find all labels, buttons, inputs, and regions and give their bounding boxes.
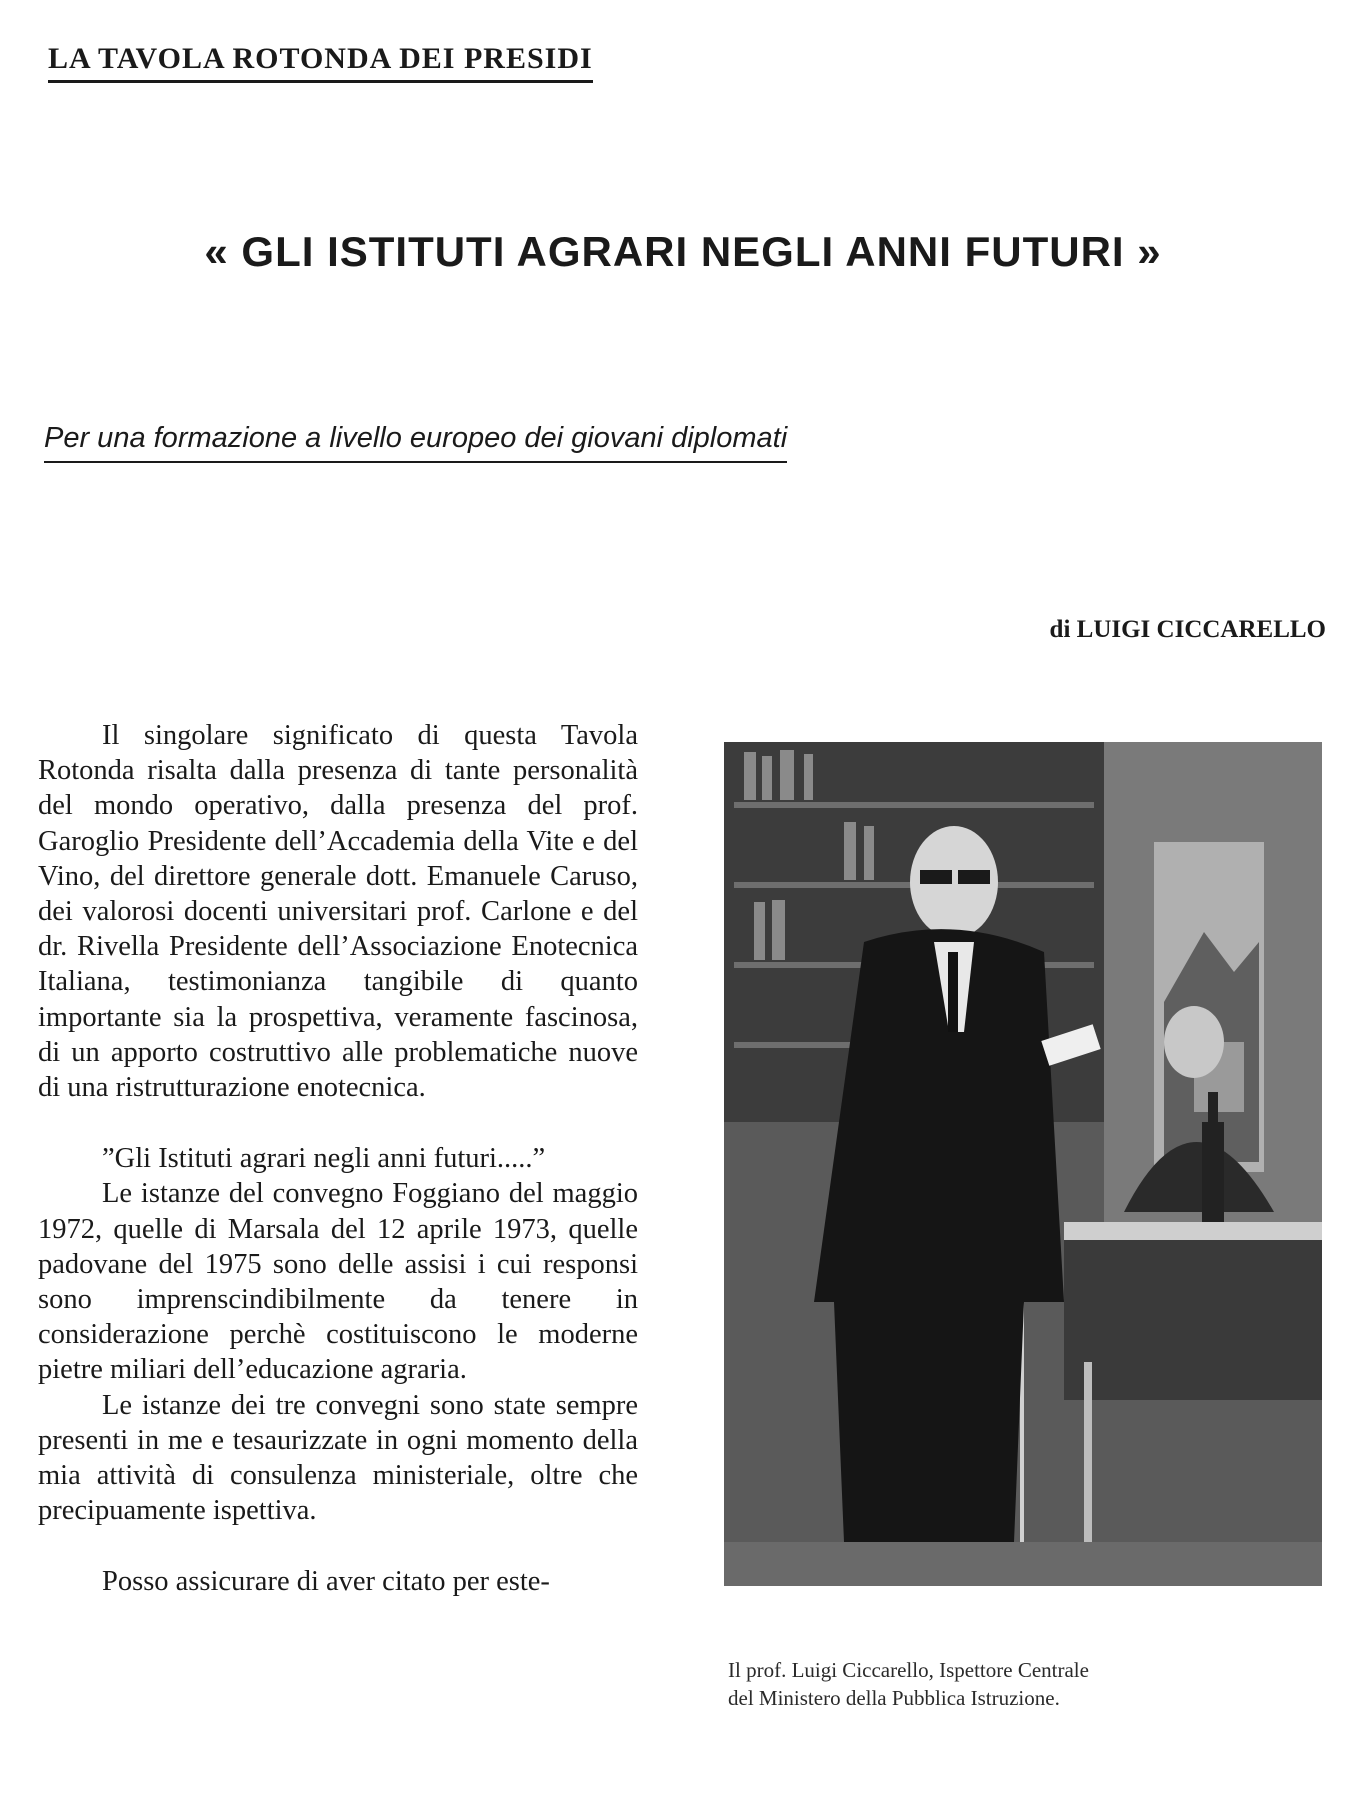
paragraph-2: Le istanze del convegno Foggiano del maggio 1972, quelle di Marsala del 12 aprile 1973, quelle padovane del 1975 sono delle assisi i cui responsi sono imprenscindibilmente da tenere in considerazione perchè costituiscono le moderne pietre miliari dell’educazione agraria. [38, 1178, 638, 1386]
author-byline: di LUIGI CICCARELLO [1049, 616, 1326, 643]
article-title: « GLI ISTITUTI AGRARI NEGLI ANNI FUTURI » [204, 228, 1162, 275]
photo-caption [728, 1656, 1328, 1712]
paragraph-quote: ”Gli Istituti agrari negli anni futuri.....” [102, 1143, 546, 1175]
paragraph-3: Le istanze dei tre convegni sono state sempre presenti in me e tesaurizzate in ogni momento della mia attività di consulenza ministeriale, oltre che precipuamente ispettiva. [38, 1389, 638, 1527]
article-body [38, 718, 638, 1600]
photo-caption-line-2: del Ministero della Pubblica Istruzione. [728, 1686, 1060, 1710]
speaker-photo-illustration [724, 742, 1322, 1586]
section-header: LA TAVOLA ROTONDA DEI PRESIDI [48, 42, 593, 83]
photo-caption-line-1: Il prof. Luigi Ciccarello, Ispettore Centrale [728, 1658, 1089, 1682]
paragraph-1: Il singolare significato di questa Tavola Rotonda risalta dalla presenza di tante personalità del mondo operativo, dalla presenza del prof. Garoglio Presidente dell’Accademia della Vite e del Vino, del direttore generale dott. Emanuele Caruso, dei valorosi docenti universitari prof. Carlone e del dr. Rivella Presidente dell’Associazione Enotecnica Italiana, testimonianza tangibile di quanto importante sia la prospettiva, veramente fascinosa, di un apporto costruttivo alle problematiche nuove di una ristrutturazione enotecnica. [38, 720, 638, 1104]
article-subtitle: Per una formazione a livello europeo dei giovani diplomati [44, 422, 787, 463]
speaker-photo [724, 742, 1322, 1586]
paragraph-4: Posso assicurare di aver citato per este- [102, 1566, 550, 1598]
